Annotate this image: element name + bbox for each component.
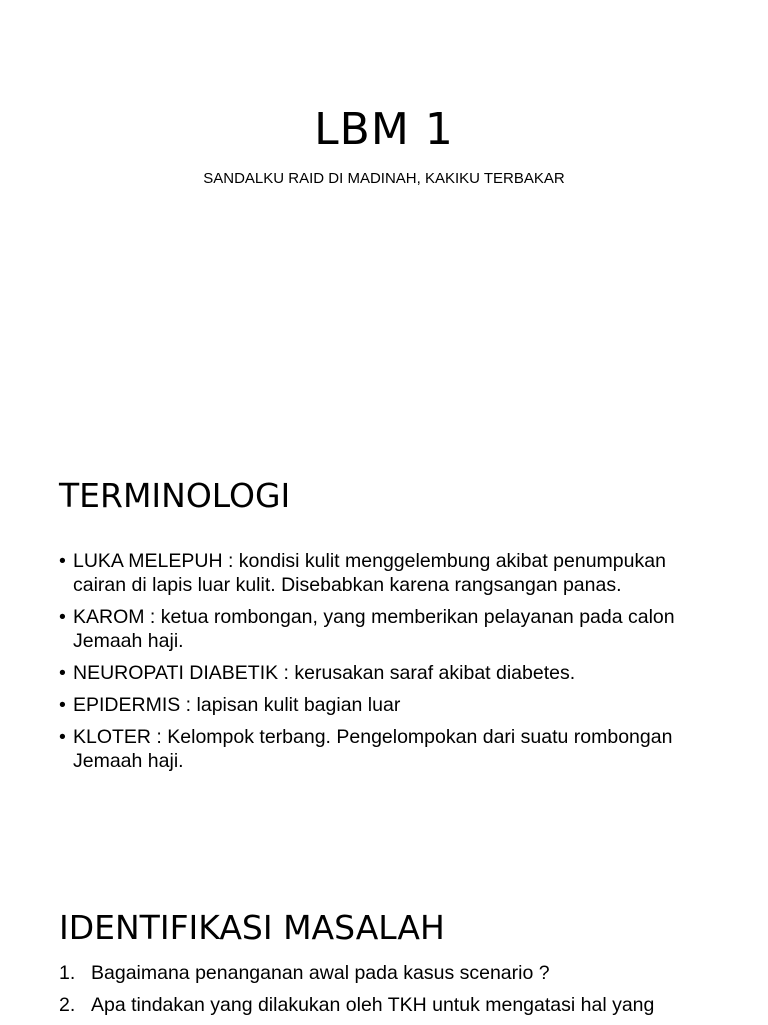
terminology-slide <box>0 432 768 864</box>
bullet-icon: • <box>59 662 66 684</box>
list-item-number: 1. <box>59 962 76 984</box>
list-item <box>59 661 719 685</box>
list-item-text: LUKA MELEPUH : kondisi kulit menggelembung akibat penumpukan cairan di lapis luar kulit. Disebabkan karena rangsangan panas. <box>73 550 666 596</box>
list-item <box>59 693 719 717</box>
bullet-icon: • <box>59 606 66 628</box>
list-item-text: EPIDERMIS : lapisan kulit bagian luar <box>73 694 401 716</box>
bullet-icon: • <box>59 726 66 748</box>
section-title-terminologi: TERMINOLOGI <box>59 476 291 515</box>
slide-subtitle: SANDALKU RAID DI MADINAH, KAKIKU TERBAKAR <box>203 170 565 187</box>
list-item-text: NEUROPATI DIABETIK : kerusakan saraf akibat diabetes. <box>73 662 576 684</box>
problem-identification-slide <box>0 864 768 1024</box>
list-item-text: KAROM : ketua rombongan, yang memberikan pelayanan pada calon Jemaah haji. <box>73 606 675 652</box>
bullet-icon: • <box>59 550 66 572</box>
problem-list <box>59 961 719 1025</box>
list-item <box>59 549 719 597</box>
title-slide <box>0 0 768 432</box>
list-item <box>59 725 719 773</box>
terminology-list <box>59 549 719 781</box>
list-item <box>59 961 719 985</box>
bullet-icon: • <box>59 694 66 716</box>
list-item-text: Bagaimana penanganan awal pada kasus scenario ? <box>91 962 550 984</box>
section-title-identifikasi-masalah: IDENTIFIKASI MASALAH <box>59 908 445 947</box>
list-item-text: Apa tindakan yang dilakukan oleh TKH untuk mengatasi hal yang <box>91 994 655 1016</box>
list-item-text: KLOTER : Kelompok terbang. Pengelompokan dari suatu rombongan Jemaah haji. <box>73 726 673 772</box>
list-item-number: 2. <box>59 994 76 1016</box>
list-item <box>59 993 719 1017</box>
slide-title: LBM 1 <box>314 104 454 155</box>
list-item <box>59 605 719 653</box>
